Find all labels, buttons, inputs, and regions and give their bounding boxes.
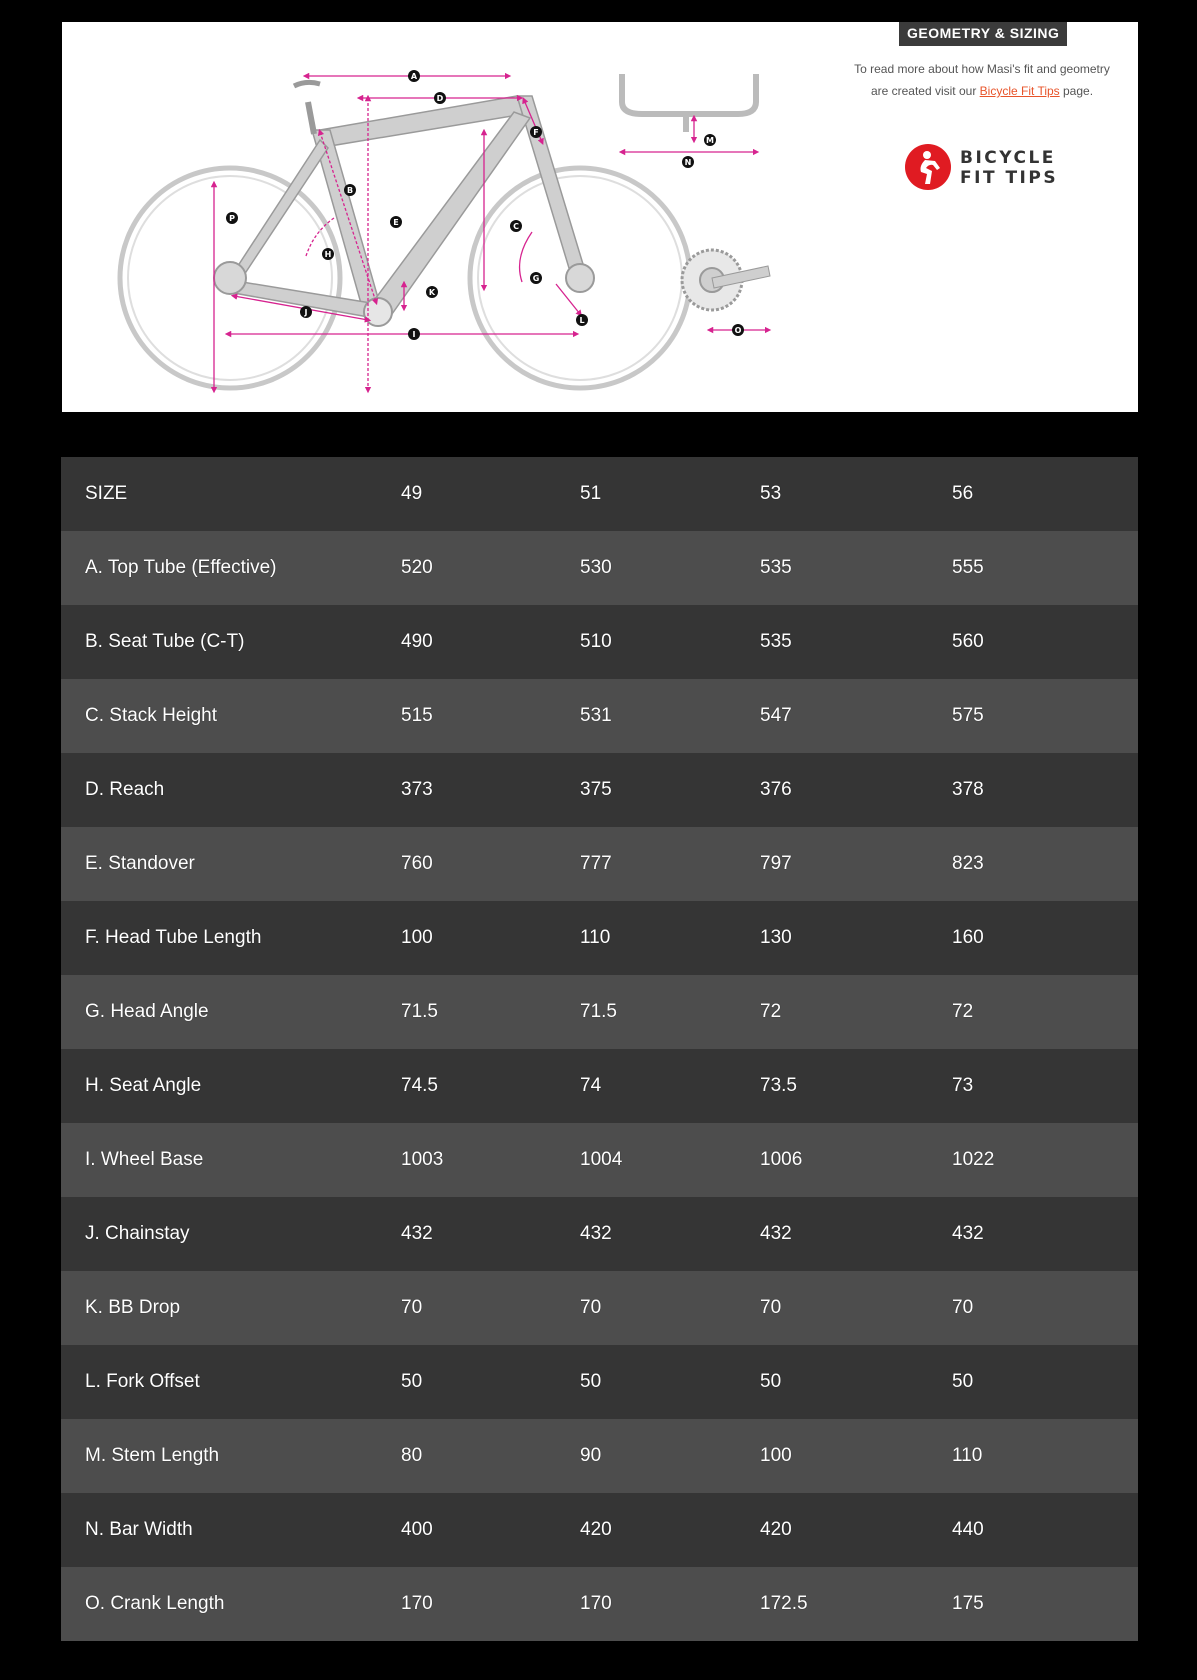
table-cell: 73 [952,1075,974,1096]
table-cell: 760 [401,853,433,874]
row-label: D. Reach [85,779,165,800]
svg-text:G: G [532,274,540,283]
table-cell: 50 [760,1371,782,1392]
svg-text:E: E [393,218,399,227]
table-cell: 73.5 [760,1075,797,1096]
table-cell: 110 [580,927,611,948]
table-cell: 1006 [760,1149,803,1170]
table-cell: 72 [760,1001,782,1022]
svg-text:C: C [513,222,519,231]
table-cell: 50 [401,1371,423,1392]
table-cell: 74 [580,1075,602,1096]
row-label: K. BB Drop [85,1297,181,1318]
table-cell: 400 [401,1519,433,1540]
fit-text-post: page. [1059,84,1094,98]
row-label: O. Crank Length [85,1593,225,1614]
svg-text:I: I [412,330,416,339]
table-cell: 100 [760,1445,792,1466]
table-row [61,1567,1138,1641]
table-cell: 373 [401,779,433,800]
table-cell: 575 [952,705,984,726]
table-row [61,1049,1138,1123]
table-cell: 160 [952,927,984,948]
svg-text:B: B [346,186,354,195]
logo-line2: FIT TIPS [960,168,1059,188]
table-row [61,1197,1138,1271]
table-cell: 535 [760,557,792,578]
table-row [61,1419,1138,1493]
table-cell: 1022 [952,1149,995,1170]
fit-text-line1: To read more about how Masi's fit and geometry [854,62,1110,76]
row-label: I. Wheel Base [85,1149,204,1170]
table-cell: 530 [580,557,612,578]
svg-text:N: N [684,158,692,167]
table-cell: 1004 [580,1149,623,1170]
row-label: G. Head Angle [85,1001,209,1022]
table-cell: 510 [580,631,612,652]
table-cell: 432 [401,1223,433,1244]
table-cell: 823 [952,853,984,874]
table-cell: 560 [952,631,984,652]
table-cell: 50 [952,1371,974,1392]
table-cell: 90 [580,1445,602,1466]
table-cell: 170 [401,1593,433,1614]
table-cell: 70 [580,1297,602,1318]
table-row [61,753,1138,827]
table-row [61,975,1138,1049]
table-row [61,531,1138,605]
table-row [61,1271,1138,1345]
table-cell: 535 [760,631,792,652]
svg-text:K: K [428,288,436,297]
table-cell: 378 [952,779,984,800]
svg-text:D: D [436,94,444,103]
svg-text:L: L [579,316,585,325]
table-cell: 375 [580,779,612,800]
fit-tips-description [832,58,1132,102]
table-cell: 490 [401,631,433,652]
svg-text:F: F [533,128,539,137]
row-label: N. Bar Width [85,1519,193,1540]
table-cell: 420 [760,1519,792,1540]
bicycle-fit-tips-logo[interactable] [905,144,1085,194]
table-cell: 432 [580,1223,612,1244]
row-label: L. Fork Offset [85,1371,200,1392]
table-cell: 797 [760,853,792,874]
cyclist-icon [905,144,951,190]
table-cell: 440 [952,1519,984,1540]
row-label: F. Head Tube Length [85,927,262,948]
table-cell: 777 [580,853,612,874]
table-cell: 376 [760,779,792,800]
fit-text-line2 [832,80,1132,102]
table-row [61,1345,1138,1419]
table-cell: 70 [952,1297,974,1318]
table-cell: 72 [952,1001,974,1022]
table-cell: 1003 [401,1149,444,1170]
table-row [61,1493,1138,1567]
row-label: B. Seat Tube (C-T) [85,631,245,652]
table-row [61,1123,1138,1197]
table-cell: 515 [401,705,433,726]
table-cell: 50 [580,1371,602,1392]
table-cell: 420 [580,1519,612,1540]
crankset-view [682,250,770,310]
table-cell: 520 [401,557,433,578]
table-cell: 170 [580,1593,612,1614]
row-label: A. Top Tube (Effective) [85,557,277,578]
geometry-diagram-panel [62,22,1138,412]
table-row [61,605,1138,679]
row-label: J. Chainstay [85,1223,190,1244]
table-cell: 71.5 [401,1001,438,1022]
bike-geometry-diagram [62,22,862,412]
logo-line1: BICYCLE [960,148,1056,168]
size-header-cell: 53 [760,483,782,504]
table-cell: 432 [760,1223,792,1244]
table-cell: 175 [952,1593,984,1614]
table-cell: 100 [401,927,433,948]
table-cell: 172.5 [760,1593,808,1614]
table-cell: 74.5 [401,1075,438,1096]
geometry-table [61,457,1138,1641]
table-cell: 531 [580,705,612,726]
svg-text:A: A [410,72,418,81]
size-header-cell: 56 [952,483,974,504]
table-header-row [61,457,1138,531]
svg-text:P: P [229,214,235,223]
bicycle-fit-tips-link[interactable]: Bicycle Fit Tips [979,84,1060,98]
svg-text:O: O [734,326,742,335]
fit-text-pre: are created visit our [870,84,980,98]
table-cell: 130 [760,927,792,948]
table-row [61,679,1138,753]
row-label: E. Standover [85,853,195,874]
table-cell: 547 [760,705,792,726]
svg-text:H: H [324,250,332,259]
table-cell: 71.5 [580,1001,617,1022]
row-label: C. Stack Height [85,705,217,726]
size-header-cell: 49 [401,483,423,504]
geometry-sizing-badge: GEOMETRY & SIZING [899,22,1067,46]
table-cell: 80 [401,1445,423,1466]
size-header-cell: 51 [580,483,602,504]
svg-text:M: M [706,136,714,145]
table-cell: 70 [760,1297,782,1318]
table-cell: 555 [952,557,984,578]
handlebar-view [622,74,756,132]
table-cell: 110 [952,1445,983,1466]
svg-text:J: J [304,308,308,317]
row-label: H. Seat Angle [85,1075,202,1096]
table-cell: 70 [401,1297,423,1318]
table-cell: 432 [952,1223,984,1244]
row-label: M. Stem Length [85,1445,220,1466]
size-header-label: SIZE [85,483,128,504]
table-row [61,827,1138,901]
table-row [61,901,1138,975]
logo-wordmark [960,148,1058,188]
